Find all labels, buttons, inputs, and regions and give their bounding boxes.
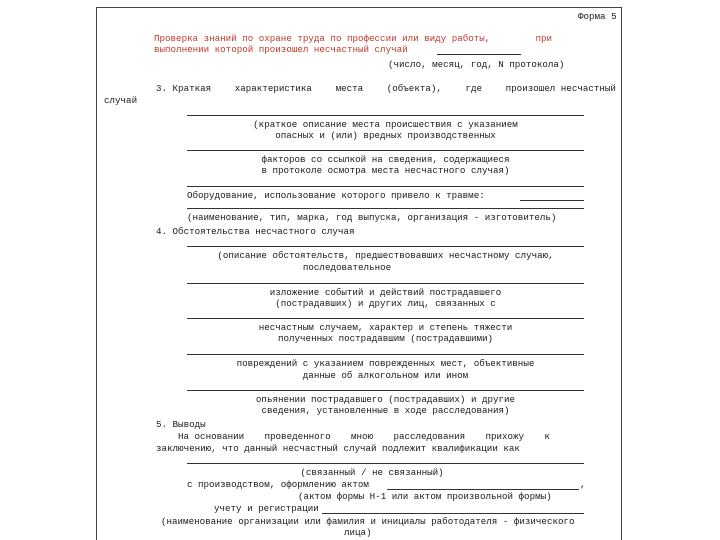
section-5-word: прихожу <box>485 431 525 442</box>
equipment-blank-line <box>520 200 584 201</box>
hint-text: сведения, установленные в ходе расследования) <box>261 405 510 416</box>
heading-line-1-text: Проверка знаний по охране труда по профессии или виду работы, <box>154 33 491 44</box>
section-4-title: 4. Обстоятельства несчастного случая <box>156 226 355 237</box>
hint-text: опасных и (или) вредных производственных <box>275 130 496 141</box>
heading-line-2: выполнении которой произошел несчастный случай <box>154 44 408 55</box>
heading-blank-line <box>437 54 521 55</box>
section-5-title: 5. Выводы <box>156 419 206 430</box>
blank-line <box>187 246 584 247</box>
heading-line-1 <box>154 33 552 44</box>
form-label: Форма 5 <box>578 11 617 22</box>
heading-line-1-end: при <box>535 33 552 44</box>
hint-text: (наименование организации или фамилия и инициалы работодателя - физического <box>161 516 575 527</box>
hint-text: (пострадавших) и других лиц, связанных с <box>275 298 496 309</box>
section-5-word: проведенного <box>264 431 331 442</box>
hint-text: (актом формы Н-1 или актом произвольной формы) <box>298 491 552 502</box>
hint-text: (краткое описание места происшествия с указанием <box>253 119 518 130</box>
section-3-word: места <box>335 83 364 94</box>
equipment-hint: (наименование, тип, марка, год выпуска, организация - изготовитель) <box>187 212 557 223</box>
blank-line <box>187 283 584 284</box>
hint-text: лица) <box>344 527 372 538</box>
blank-line <box>187 115 584 116</box>
hint-text: в протоколе осмотра места несчастного случая) <box>261 165 510 176</box>
hint-text: изложение событий и действий пострадавшего <box>269 287 502 298</box>
section-3-continuation: случай <box>104 95 138 106</box>
section-3-word: характеристика <box>234 83 312 94</box>
section-3-word: 3. Краткая <box>156 83 212 94</box>
act-blank-line <box>387 489 579 490</box>
section-3-word: где <box>465 83 483 94</box>
section-5-word: мною <box>351 431 374 442</box>
blank-line <box>187 208 584 209</box>
blank-line <box>187 354 584 355</box>
section-5-third-line-end: , <box>580 479 586 490</box>
section-5-word: На основании <box>178 431 245 442</box>
hint-text: повреждений с указанием поврежденных мест, объективные <box>236 358 535 369</box>
blank-line <box>187 390 584 391</box>
hint-text: несчастным случаем, характер и степень тяжести <box>258 322 513 333</box>
blank-line <box>187 463 584 464</box>
blank-line <box>187 150 584 151</box>
section-5-fourth-line: учету и регистрации <box>214 503 319 514</box>
equipment-label: Оборудование, использование которого привело к травме: <box>187 190 485 201</box>
blank-line <box>187 186 584 187</box>
section-5-third-line: с производством, оформлению актом <box>187 479 369 490</box>
hint-text: факторов со ссылкой на сведения, содержащиеся <box>261 154 510 165</box>
section-5-first-line <box>178 431 550 442</box>
section-5-word: расследования <box>393 431 466 442</box>
section-5-word: к <box>544 431 550 442</box>
hint-text: (связанный / не связанный) <box>300 467 444 478</box>
section-3-word: произошел несчастный <box>505 83 616 94</box>
hint-text: полученных пострадавшим (пострадавшими) <box>277 333 494 344</box>
section-5-second-line: заключению, что данный несчастный случай подлежит квалификации как <box>156 443 520 454</box>
registration-blank-line <box>322 513 584 514</box>
hint-text: опьянении пострадавшего (пострадавших) и другие <box>255 394 516 405</box>
section-3-word: (объекта), <box>386 83 442 94</box>
blank-line <box>187 318 584 319</box>
hint-text: последовательное <box>302 262 392 273</box>
heading-hint: (число, месяц, год, N протокола) <box>388 59 565 70</box>
hint-text: (описание обстоятельств, предшествовавших несчастному случаю, <box>217 250 554 261</box>
hint-text: данные об алкогольном или ином <box>302 370 469 381</box>
section-3-first-line <box>156 83 616 94</box>
